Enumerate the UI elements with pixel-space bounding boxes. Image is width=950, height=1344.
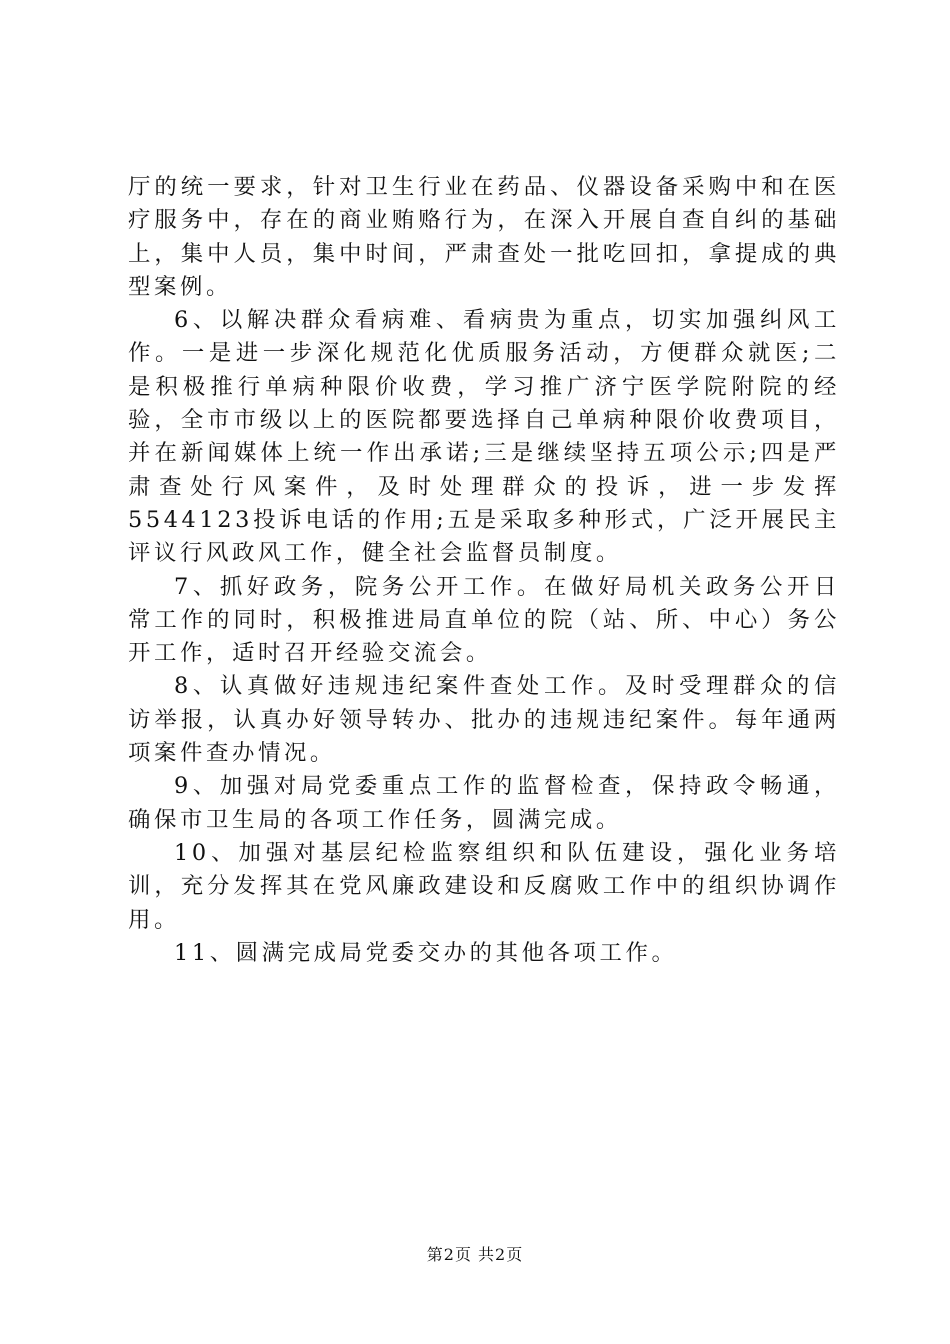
paragraph-item-8: 8、认真做好违规违纪案件查处工作。及时受理群众的信访举报，认真办好领导转办、批办的违规违纪案件。每年通两项案件查办情况。	[128, 673, 840, 767]
paragraph-item-9: 9、加强对局党委重点工作的监督检查，保持政令畅通，确保市卫生局的各项工作任务，圆满完成。	[128, 773, 840, 833]
paragraph-continuation: 厅的统一要求，针对卫生行业在药品、仪器设备采购中和在医疗服务中，存在的商业贿赂行为，在深入开展自查自纠的基础上，集中人员，集中时间，严肃查处一批吃回扣，拿提成的典型案例。	[128, 174, 840, 300]
paragraph-item-6: 6、以解决群众看病难、看病贵为重点，切实加强纠风工作。一是进一步深化规范化优质服务活动，方便群众就医;二是积极推行单病种限价收费，学习推广济宁医学院附院的经验，全市市级以上的医院都要选择自己单病种限价收费项目，并在新闻媒体上统一作出承诺;三是继续坚持五项公示;四是严肃查处行风案件，及时处理群众的投诉，进一步发挥5544123投诉电话的作用;五是采取多种形式，广泛开展民主评议行风政风工作，健全社会监督员制度。	[128, 307, 840, 567]
paragraph-item-11: 11、圆满完成局党委交办的其他各项工作。	[174, 939, 678, 966]
paragraph-item-7: 7、抓好政务，院务公开工作。在做好局机关政务公开日常工作的同时，积极推进局直单位的院（站、所、中心）务公开工作，适时召开经验交流会。	[128, 573, 840, 667]
page-footer: 第2页 共2页	[426, 1245, 524, 1264]
paragraph-item-10: 10、加强对基层纪检监察组织和队伍建设，强化业务培训，充分发挥其在党风廉政建设和反腐败工作中的组织协调作用。	[128, 839, 840, 933]
document-body	[128, 171, 840, 970]
